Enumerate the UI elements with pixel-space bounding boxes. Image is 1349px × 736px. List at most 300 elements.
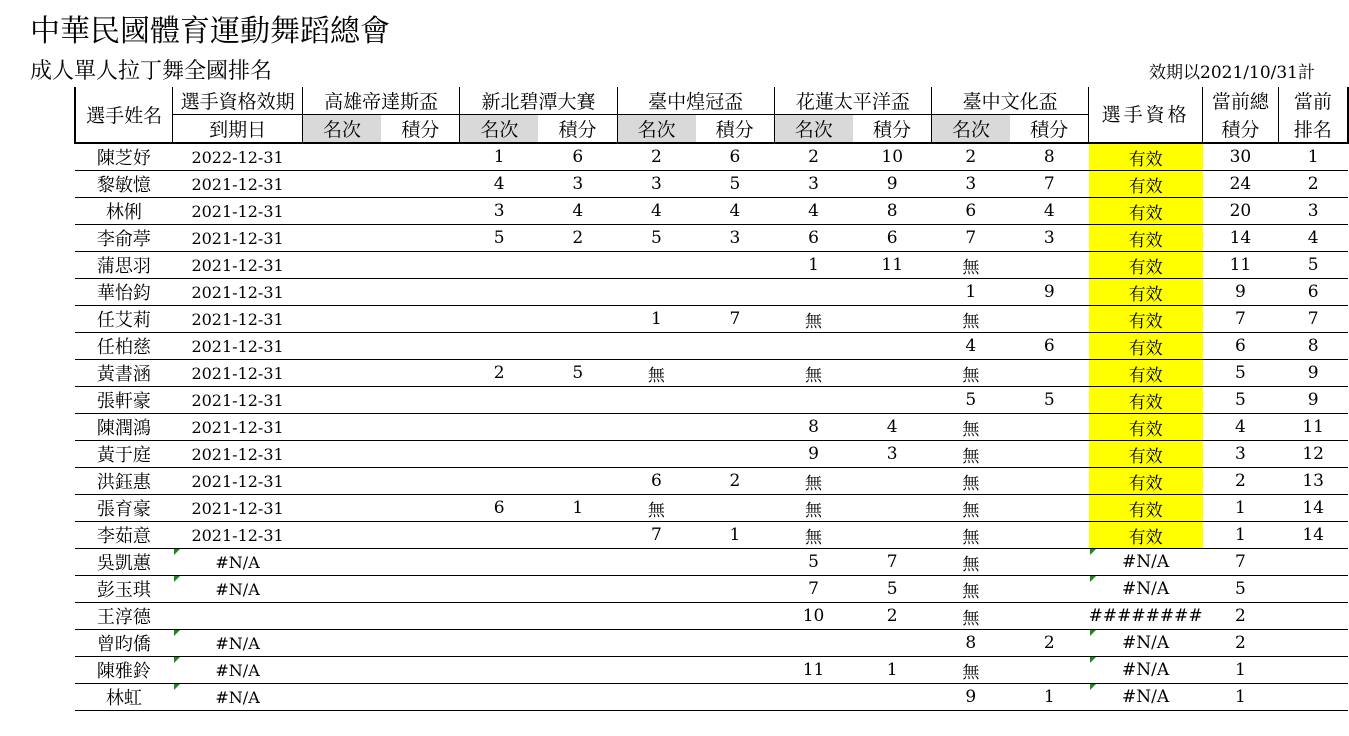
current-rank-cell: 6: [1278, 279, 1348, 306]
event-rank-cell: 無: [932, 495, 1011, 522]
event-rank-cell: [617, 549, 696, 576]
event-rank-cell: [302, 495, 381, 522]
current-rank-cell: 14: [1278, 522, 1348, 549]
event-rank-cell: 2: [617, 143, 696, 171]
event-rank-cell: [302, 225, 381, 252]
player-name-cell: 林俐: [75, 198, 173, 225]
event-points-cell: 4: [853, 414, 932, 441]
event-points-cell: [696, 684, 775, 711]
event-points-cell: [696, 387, 775, 414]
total-points-cell: 7: [1203, 306, 1279, 333]
event-rank-cell: [460, 549, 539, 576]
event-points-cell: [538, 630, 617, 657]
qualification-status-cell: #N/A: [1089, 684, 1203, 711]
event-points-cell: [538, 306, 617, 333]
current-rank-cell: [1278, 630, 1348, 657]
player-name-cell: 彭玉琪: [75, 576, 173, 603]
qualification-status-cell: 有效: [1089, 495, 1203, 522]
event-rank-cell: [302, 387, 381, 414]
table-row: [75, 143, 1348, 171]
event-rank-cell: 3: [774, 171, 853, 198]
validity-note: 效期以2021/10/31計: [1149, 63, 1315, 83]
event-points-cell: [538, 387, 617, 414]
total-points-cell: 4: [1203, 414, 1279, 441]
table-row: [75, 549, 1348, 576]
event-points-cell: [696, 360, 775, 387]
expiry-date-cell: #N/A: [173, 576, 303, 603]
header-player-name: 選手姓名: [75, 87, 173, 143]
event-points-cell: [853, 630, 932, 657]
event-rank-cell: [617, 657, 696, 684]
event-points-cell: 3: [696, 225, 775, 252]
table-row: [75, 198, 1348, 225]
table-row: [75, 252, 1348, 279]
event-rank-cell: 9: [932, 684, 1011, 711]
event-rank-cell: [460, 576, 539, 603]
header-qual-expiry: 選手資格效期: [173, 87, 303, 115]
event-points-cell: 6: [538, 143, 617, 171]
current-rank-cell: 4: [1278, 225, 1348, 252]
event-rank-cell: [302, 279, 381, 306]
event-points-cell: [381, 657, 460, 684]
event-rank-cell: [302, 522, 381, 549]
current-rank-cell: 13: [1278, 468, 1348, 495]
qualification-status-cell: #N/A: [1089, 576, 1203, 603]
event-rank-cell: 無: [932, 414, 1011, 441]
event-points-cell: [381, 279, 460, 306]
event-points-cell: 1: [538, 495, 617, 522]
event-points-cell: [696, 414, 775, 441]
event-points-cell: [381, 495, 460, 522]
event-rank-cell: 1: [460, 143, 539, 171]
current-rank-cell: 2: [1278, 171, 1348, 198]
current-rank-cell: [1278, 684, 1348, 711]
event-rank-cell: [302, 549, 381, 576]
event-rank-cell: [617, 387, 696, 414]
table-row: [75, 468, 1348, 495]
event-rank-cell: 8: [774, 414, 853, 441]
event-points-cell: [381, 441, 460, 468]
expiry-date-cell: #N/A: [173, 657, 303, 684]
event-rank-cell: [460, 252, 539, 279]
event-rank-cell: 無: [932, 522, 1011, 549]
event-points-cell: [538, 522, 617, 549]
event-points-cell: [696, 252, 775, 279]
player-name-cell: 黎敏憶: [75, 171, 173, 198]
table-row: [75, 414, 1348, 441]
event-rank-cell: 5: [617, 225, 696, 252]
event-rank-cell: [617, 414, 696, 441]
qualification-status-cell: 有效: [1089, 441, 1203, 468]
header-rank: 名次: [617, 115, 696, 144]
event-points-cell: [696, 495, 775, 522]
total-points-cell: 2: [1203, 603, 1279, 630]
event-rank-cell: [302, 657, 381, 684]
event-points-cell: [538, 279, 617, 306]
event-rank-cell: [302, 603, 381, 630]
player-name-cell: 華怡鈞: [75, 279, 173, 306]
event-rank-cell: 5: [774, 549, 853, 576]
event-points-cell: [853, 333, 932, 360]
total-points-cell: 30: [1203, 143, 1279, 171]
header-qualification: 選手資格: [1089, 87, 1203, 143]
event-rank-cell: [617, 576, 696, 603]
expiry-date-cell: 2021-12-31: [173, 414, 303, 441]
event-points-cell: 9: [1010, 279, 1089, 306]
event-rank-cell: [617, 630, 696, 657]
event-rank-cell: [460, 657, 539, 684]
table-row: [75, 657, 1348, 684]
table-row: [75, 306, 1348, 333]
expiry-date-cell: 2021-12-31: [173, 252, 303, 279]
event-points-cell: 7: [1010, 171, 1089, 198]
event-points-cell: [381, 360, 460, 387]
event-points-cell: 2: [1010, 630, 1089, 657]
event-rank-cell: 5: [932, 387, 1011, 414]
event-rank-cell: 6: [774, 225, 853, 252]
current-rank-cell: 12: [1278, 441, 1348, 468]
qualification-status-cell: ########: [1089, 603, 1203, 630]
qualification-status-cell: 有效: [1089, 333, 1203, 360]
current-rank-cell: [1278, 657, 1348, 684]
current-rank-cell: 11: [1278, 414, 1348, 441]
event-rank-cell: 4: [932, 333, 1011, 360]
event-points-cell: [1010, 495, 1089, 522]
expiry-date-cell: 2021-12-31: [173, 171, 303, 198]
event-points-cell: [381, 576, 460, 603]
event-points-cell: [381, 225, 460, 252]
event-points-cell: [381, 171, 460, 198]
total-points-cell: 24: [1203, 171, 1279, 198]
expiry-date-cell: 2021-12-31: [173, 360, 303, 387]
event-rank-cell: [302, 333, 381, 360]
player-name-cell: 陳潤鴻: [75, 414, 173, 441]
table-row: [75, 441, 1348, 468]
header-points: 積分: [538, 115, 617, 144]
event-rank-cell: 無: [617, 360, 696, 387]
event-points-cell: 5: [853, 576, 932, 603]
total-points-cell: 6: [1203, 333, 1279, 360]
event-rank-cell: 無: [932, 576, 1011, 603]
event-rank-cell: 2: [460, 360, 539, 387]
event-points-cell: [381, 468, 460, 495]
event-rank-cell: 7: [932, 225, 1011, 252]
qualification-status-cell: 有效: [1089, 522, 1203, 549]
event-points-cell: [1010, 603, 1089, 630]
event-rank-cell: [302, 684, 381, 711]
player-name-cell: 黃于庭: [75, 441, 173, 468]
event-rank-cell: 1: [932, 279, 1011, 306]
table-row: [75, 684, 1348, 711]
event-rank-cell: 無: [932, 549, 1011, 576]
table-row: [75, 630, 1348, 657]
event-points-cell: 5: [538, 360, 617, 387]
event-points-cell: [381, 306, 460, 333]
event-points-cell: 3: [538, 171, 617, 198]
event-points-cell: 6: [853, 225, 932, 252]
event-points-cell: [381, 252, 460, 279]
event-points-cell: [853, 387, 932, 414]
header-expiry-date: 到期日: [173, 115, 303, 144]
event-rank-cell: [617, 252, 696, 279]
header-rank: 名次: [774, 115, 853, 144]
event-points-cell: [1010, 576, 1089, 603]
event-points-cell: 4: [696, 198, 775, 225]
event-points-cell: 8: [853, 198, 932, 225]
event-points-cell: 1: [1010, 684, 1089, 711]
event-points-cell: [853, 468, 932, 495]
event-points-cell: [1010, 252, 1089, 279]
event-rank-cell: 3: [932, 171, 1011, 198]
event-rank-cell: [460, 387, 539, 414]
event-rank-cell: [460, 684, 539, 711]
event-rank-cell: [774, 333, 853, 360]
event-rank-cell: [460, 522, 539, 549]
current-rank-cell: [1278, 603, 1348, 630]
event-rank-cell: 4: [617, 198, 696, 225]
qualification-status-cell: 有效: [1089, 198, 1203, 225]
event-rank-cell: 無: [932, 360, 1011, 387]
total-points-cell: 2: [1203, 468, 1279, 495]
event-points-cell: 10: [853, 143, 932, 171]
event-points-cell: [696, 441, 775, 468]
event-rank-cell: 6: [617, 468, 696, 495]
event-rank-cell: [302, 252, 381, 279]
event-points-cell: [696, 549, 775, 576]
table-row: [75, 279, 1348, 306]
table-row: [75, 603, 1348, 630]
event-points-cell: [381, 414, 460, 441]
event-rank-cell: 6: [932, 198, 1011, 225]
event-points-cell: 5: [1010, 387, 1089, 414]
event-rank-cell: [302, 576, 381, 603]
event-rank-cell: [302, 306, 381, 333]
player-name-cell: 陳芝妤: [75, 143, 173, 171]
current-rank-cell: 5: [1278, 252, 1348, 279]
expiry-date-cell: #N/A: [173, 684, 303, 711]
expiry-date-cell: 2021-12-31: [173, 522, 303, 549]
header-event-5: 臺中文化盃: [932, 87, 1089, 115]
expiry-date-cell: 2021-12-31: [173, 387, 303, 414]
header-rank: 名次: [302, 115, 381, 144]
event-points-cell: [538, 684, 617, 711]
event-rank-cell: 7: [617, 522, 696, 549]
event-rank-cell: 9: [774, 441, 853, 468]
current-rank-cell: 3: [1278, 198, 1348, 225]
event-rank-cell: 4: [460, 171, 539, 198]
event-points-cell: 3: [1010, 225, 1089, 252]
event-points-cell: [853, 279, 932, 306]
qualification-status-cell: 有效: [1089, 360, 1203, 387]
event-points-cell: 8: [1010, 143, 1089, 171]
player-name-cell: 曾昀僑: [75, 630, 173, 657]
event-rank-cell: 10: [774, 603, 853, 630]
qualification-status-cell: #N/A: [1089, 630, 1203, 657]
event-rank-cell: [460, 603, 539, 630]
player-name-cell: 任艾莉: [75, 306, 173, 333]
table-row: [75, 360, 1348, 387]
header-rank: 名次: [460, 115, 539, 144]
event-points-cell: [1010, 441, 1089, 468]
event-rank-cell: [617, 333, 696, 360]
current-rank-cell: [1278, 549, 1348, 576]
total-points-cell: 14: [1203, 225, 1279, 252]
event-points-cell: 2: [853, 603, 932, 630]
table-row: [75, 522, 1348, 549]
event-points-cell: [696, 279, 775, 306]
table-row: [75, 387, 1348, 414]
event-points-cell: [1010, 468, 1089, 495]
event-rank-cell: 無: [774, 306, 853, 333]
event-rank-cell: [774, 684, 853, 711]
event-points-cell: [381, 198, 460, 225]
org-title: 中華民國體育運動舞蹈總會: [30, 14, 390, 49]
expiry-date-cell: #N/A: [173, 630, 303, 657]
player-name-cell: 吳凱蕙: [75, 549, 173, 576]
player-name-cell: 李俞葶: [75, 225, 173, 252]
sheet-subtitle: 成人單人拉丁舞全國排名: [30, 59, 273, 84]
expiry-date-cell: [173, 603, 303, 630]
event-points-cell: [381, 333, 460, 360]
event-points-cell: [696, 657, 775, 684]
event-points-cell: [1010, 360, 1089, 387]
event-rank-cell: [774, 279, 853, 306]
total-points-cell: 1: [1203, 684, 1279, 711]
total-points-cell: 1: [1203, 522, 1279, 549]
event-rank-cell: [302, 360, 381, 387]
event-points-cell: [381, 143, 460, 171]
table-row: [75, 495, 1348, 522]
event-points-cell: [696, 630, 775, 657]
event-points-cell: 6: [1010, 333, 1089, 360]
event-rank-cell: [617, 279, 696, 306]
table-row: [75, 333, 1348, 360]
event-points-cell: [538, 252, 617, 279]
event-points-cell: [381, 549, 460, 576]
qualification-status-cell: 有效: [1089, 306, 1203, 333]
event-points-cell: [853, 306, 932, 333]
event-rank-cell: 2: [932, 143, 1011, 171]
player-name-cell: 陳雅鈴: [75, 657, 173, 684]
qualification-status-cell: #N/A: [1089, 657, 1203, 684]
event-points-cell: 2: [538, 225, 617, 252]
event-points-cell: [538, 414, 617, 441]
table-row: [75, 576, 1348, 603]
total-points-cell: 2: [1203, 630, 1279, 657]
event-points-cell: 5: [696, 171, 775, 198]
total-points-cell: 20: [1203, 198, 1279, 225]
event-points-cell: 7: [696, 306, 775, 333]
event-points-cell: [538, 468, 617, 495]
event-points-cell: 4: [538, 198, 617, 225]
event-rank-cell: [617, 441, 696, 468]
current-rank-cell: 14: [1278, 495, 1348, 522]
header-event-1: 高雄帝達斯盃: [302, 87, 459, 115]
event-rank-cell: 6: [460, 495, 539, 522]
event-rank-cell: [617, 603, 696, 630]
event-points-cell: [538, 333, 617, 360]
event-points-cell: 7: [853, 549, 932, 576]
event-points-cell: [853, 522, 932, 549]
event-points-cell: 6: [696, 143, 775, 171]
event-rank-cell: [302, 143, 381, 171]
event-rank-cell: [460, 441, 539, 468]
event-rank-cell: [302, 441, 381, 468]
total-points-cell: 7: [1203, 549, 1279, 576]
expiry-date-cell: 2022-12-31: [173, 143, 303, 171]
current-rank-cell: 8: [1278, 333, 1348, 360]
event-points-cell: [538, 441, 617, 468]
total-points-cell: 1: [1203, 657, 1279, 684]
player-name-cell: 張軒豪: [75, 387, 173, 414]
event-points-cell: [696, 333, 775, 360]
expiry-date-cell: #N/A: [173, 549, 303, 576]
event-rank-cell: 無: [932, 306, 1011, 333]
event-points-cell: [853, 360, 932, 387]
qualification-status-cell: 有效: [1089, 143, 1203, 171]
event-points-cell: 4: [1010, 198, 1089, 225]
player-name-cell: 李茹意: [75, 522, 173, 549]
header-total-top: 當前總: [1203, 87, 1279, 115]
header-event-2: 新北碧潭大賽: [460, 87, 617, 115]
total-points-cell: 5: [1203, 387, 1279, 414]
event-points-cell: [381, 684, 460, 711]
event-points-cell: [538, 576, 617, 603]
event-points-cell: 1: [696, 522, 775, 549]
expiry-date-cell: 2021-12-31: [173, 198, 303, 225]
player-name-cell: 黃書涵: [75, 360, 173, 387]
ranking-table: [74, 87, 1349, 711]
event-points-cell: [1010, 549, 1089, 576]
event-rank-cell: 7: [774, 576, 853, 603]
event-rank-cell: [302, 630, 381, 657]
event-rank-cell: 無: [774, 360, 853, 387]
event-rank-cell: 8: [932, 630, 1011, 657]
event-rank-cell: [460, 414, 539, 441]
header-rank-top: 當前: [1278, 87, 1348, 115]
event-points-cell: [1010, 522, 1089, 549]
total-points-cell: 11: [1203, 252, 1279, 279]
player-name-cell: 林虹: [75, 684, 173, 711]
event-rank-cell: [460, 630, 539, 657]
event-rank-cell: 無: [932, 657, 1011, 684]
player-name-cell: 張育豪: [75, 495, 173, 522]
expiry-date-cell: 2021-12-31: [173, 468, 303, 495]
event-rank-cell: [774, 387, 853, 414]
event-points-cell: [538, 549, 617, 576]
event-points-cell: [1010, 657, 1089, 684]
event-points-cell: [381, 603, 460, 630]
player-name-cell: 蒲思羽: [75, 252, 173, 279]
ranking-rows: [75, 143, 1348, 711]
total-points-cell: 9: [1203, 279, 1279, 306]
event-rank-cell: 11: [774, 657, 853, 684]
total-points-cell: 5: [1203, 360, 1279, 387]
event-rank-cell: 無: [774, 495, 853, 522]
header-rank-bottom: 排名: [1278, 115, 1348, 144]
event-rank-cell: 無: [932, 603, 1011, 630]
header-points: 積分: [853, 115, 932, 144]
header-rank: 名次: [932, 115, 1011, 144]
qualification-status-cell: 有效: [1089, 252, 1203, 279]
event-points-cell: 9: [853, 171, 932, 198]
event-rank-cell: 1: [617, 306, 696, 333]
event-rank-cell: [302, 468, 381, 495]
event-rank-cell: 4: [774, 198, 853, 225]
event-points-cell: 1: [853, 657, 932, 684]
expiry-date-cell: 2021-12-31: [173, 495, 303, 522]
current-rank-cell: [1278, 576, 1348, 603]
